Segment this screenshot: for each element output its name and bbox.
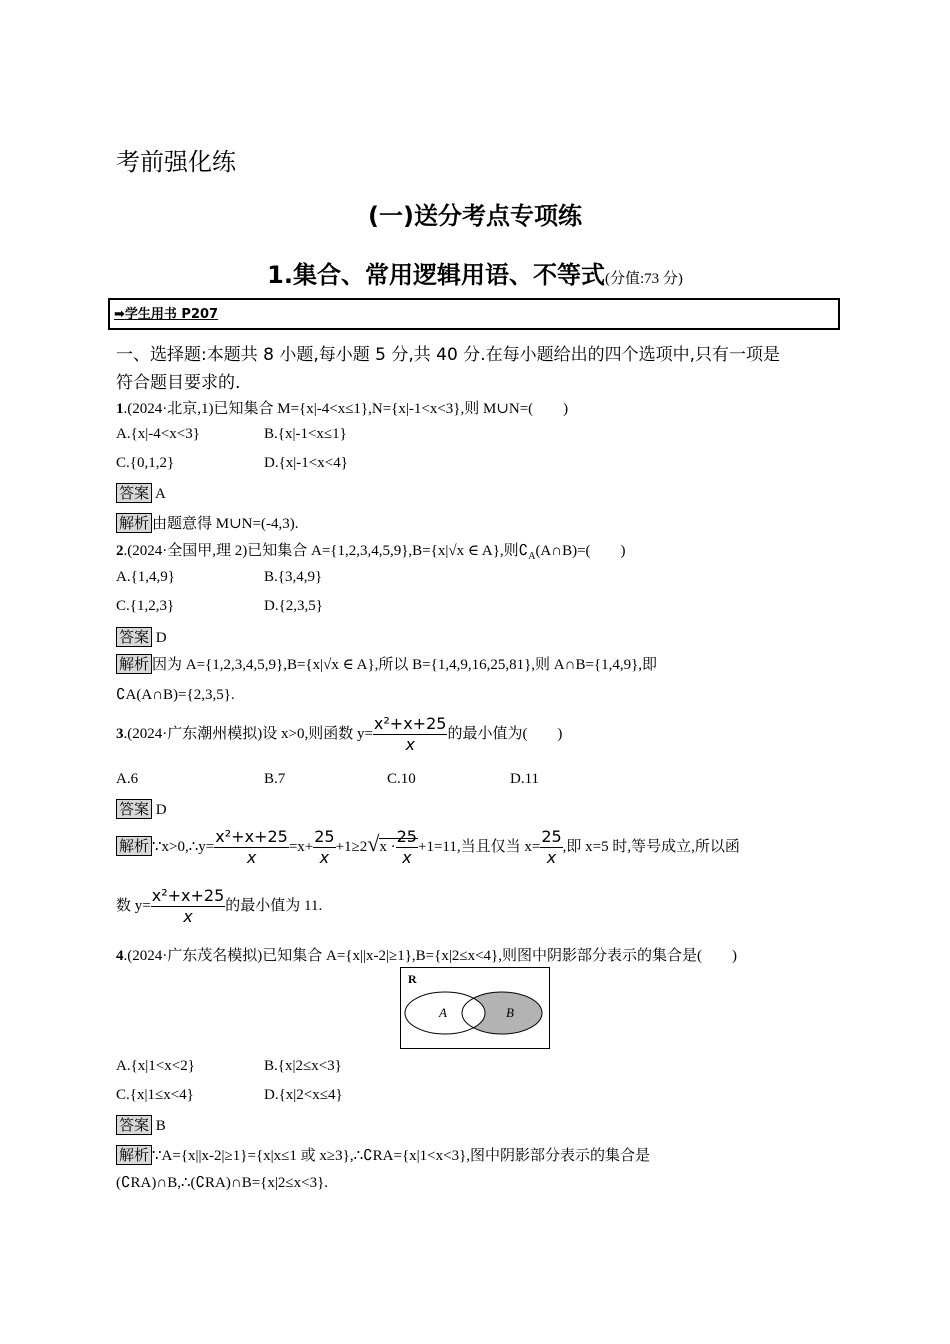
student-book-bar [108,298,840,330]
sqrt-icon: √ [448,543,457,559]
q3-analysis-fraction-1 [214,827,289,868]
set-a-label: A [439,1005,447,1020]
q2-option-a: A.{1,4,9} [116,569,175,585]
q3-analysis-d: +1=11,当且仅当 x= [417,838,541,855]
fraction-numerator: x²+x+25 [373,714,447,733]
fraction-numerator: x²+x+25 [215,827,288,846]
q3-sqrt-content [379,827,418,867]
q2-stem-b: x ∈ A},则∁ [456,543,529,559]
fraction-denominator: x [319,848,330,867]
set-b-label: B [506,1005,514,1020]
fraction-denominator: x [246,848,257,867]
q1-option-c: C.{0,1,2} [116,455,175,471]
q3-option-d: D.11 [510,771,540,787]
chapter-score: (分值:73 分) [604,271,683,287]
q3-analysis-b: =x+ [288,838,314,855]
q4-stem-text: .(2024·广东茂名模拟)已知集合 A={x||x-2|≥1},B={x|2≤x<4},则图中阴影部分表示的集合是( ) [123,948,737,964]
analysis-tag: 解析 [116,513,152,533]
q3-analysis-fraction-4 [540,827,562,868]
q3-analysis-fraction-3 [396,827,418,868]
q3-stem-b: 的最小值为( ) [447,725,563,742]
q2-option-c: C.{1,2,3} [116,598,175,614]
chapter-title-text: 1.集合、常用逻辑用语、不等式 [267,261,605,289]
q3-fraction [373,714,448,755]
q4-answer [116,1115,166,1135]
q4-analysis-text: ∵A={x||x-2|≥1}={x|x≤1 或 x≥3},∴∁RA={x|1<x<3},图中阴影部分表示的集合是 [152,1148,651,1164]
q2-analysis-a: 因为 A={1,2,3,4,5,9},B={x| [152,657,324,673]
q3-option-c: C.10 [387,771,416,787]
q1-option-b: B.{x|-1<x≤1} [264,426,347,442]
answer-tag: 答案 [116,1115,152,1135]
section-title: (一)送分考点专项练 [368,202,582,230]
fraction-numerator: x²+x+25 [151,886,225,905]
q2-stem-a: .(2024·全国甲,理 2)已知集合 A={1,2,3,4,5,9},B={x| [123,543,449,559]
q1-option-a: A.{x|-4<x<3} [116,426,200,442]
q3-stem-a: .(2024·广东潮州模拟)设 x>0,则函数 y= [123,725,373,742]
q1-answer [116,483,166,503]
q3-number: 3 [116,725,124,742]
q4-analysis [116,1144,650,1165]
answer-tag: 答案 [116,483,152,503]
document-heading: 考前强化练 [116,148,236,176]
q2-stem-c: (A∩B)=( ) [535,543,626,559]
q4-stem [116,944,737,965]
q3-option-b: B.7 [264,771,286,787]
chapter-title [0,255,950,290]
q4-option-a: A.{x|1<x<2} [116,1058,195,1074]
universe-label: R [408,972,417,986]
q3-analysis-line-2 [116,886,322,927]
q3-analysis-line2-b: 的最小值为 11. [225,897,323,914]
q2-analysis [116,653,657,674]
q2-stem-sub: A [528,551,536,562]
q4-number: 4 [116,948,124,964]
fraction-denominator: x [405,735,415,754]
q4-answer-value: B [155,1118,166,1134]
q4-analysis-line-2: (∁RA)∩B,∴(∁RA)∩B={x|2≤x<3}. [116,1175,329,1191]
q2-option-b: B.{3,4,9} [264,569,323,585]
arrow-right-icon: ➡ [114,307,125,322]
q2-number: 2 [116,543,124,559]
q4-option-d: D.{x|2<x≤4} [264,1087,343,1103]
fraction-numerator: 25 [396,827,417,846]
q2-option-d: D.{2,3,5} [264,598,323,614]
q3-analysis-sqrt: x · [379,838,396,855]
intro-line-1: 一、选择题:本题共 8 小题,每小题 5 分,共 40 分.在每小题给出的四个选项中,只有一项是 [116,345,781,365]
q3-analysis-e: ,即 x=5 时,等号成立,所以函 [562,838,740,855]
q1-analysis-text: 由题意得 M∪N=(-4,3). [152,516,299,532]
q3-analysis-fraction-2 [313,827,335,868]
q1-number: 1 [116,401,124,417]
q2-answer [116,627,167,647]
q4-option-b: B.{x|2≤x<3} [264,1058,342,1074]
q3-answer [116,799,167,819]
q4-option-c: C.{x|1≤x<4} [116,1087,194,1103]
fraction-denominator: x [183,907,193,926]
fraction-numerator: 25 [541,827,562,846]
answer-tag: 答案 [116,799,152,819]
q2-stem [116,539,626,562]
fraction-denominator: x [546,848,557,867]
q2-analysis-line-2: ∁A(A∩B)={2,3,5}. [116,687,235,703]
q1-analysis [116,512,298,533]
q1-answer-value: A [154,486,166,502]
venn-diagram [400,967,550,1049]
fraction-denominator: x [402,848,412,867]
q3-analysis-line2-a: 数 y= [116,897,151,914]
q3-stem [116,714,562,755]
q1-option-d: D.{x|-1<x<4} [264,455,348,471]
analysis-tag: 解析 [116,654,152,674]
q3-option-a: A.6 [116,771,139,787]
intro-line-2: 符合题目要求的. [116,373,241,393]
q1-stem [116,397,568,418]
q1-stem-text: .(2024·北京,1)已知集合 M={x|-4<x≤1},N={x|-1<x<3},则 M∪N=( ) [123,401,569,417]
analysis-tag: 解析 [116,1145,152,1165]
q2-analysis-b: x ∈ A},所以 B={1,4,9,16,25,81},则 A∩B={1,4,9},即 [331,657,658,673]
q3-answer-value: D [155,802,167,818]
sqrt-icon: √ [323,657,332,673]
q2-answer-value: D [155,630,167,646]
q3-analysis-a: ∵x>0,∴y= [152,838,215,855]
q3-analysis-c: +1≥2 [335,838,368,855]
student-book-text: 学生用书 P207 [124,307,219,322]
analysis-tag: 解析 [116,836,152,856]
q3-analysis [116,827,740,868]
student-book-label[interactable] [114,303,218,322]
q3-analysis-fraction-5 [151,886,226,927]
answer-tag: 答案 [116,627,152,647]
sqrt-icon: √ [367,830,380,856]
fraction-numerator: 25 [314,827,335,846]
